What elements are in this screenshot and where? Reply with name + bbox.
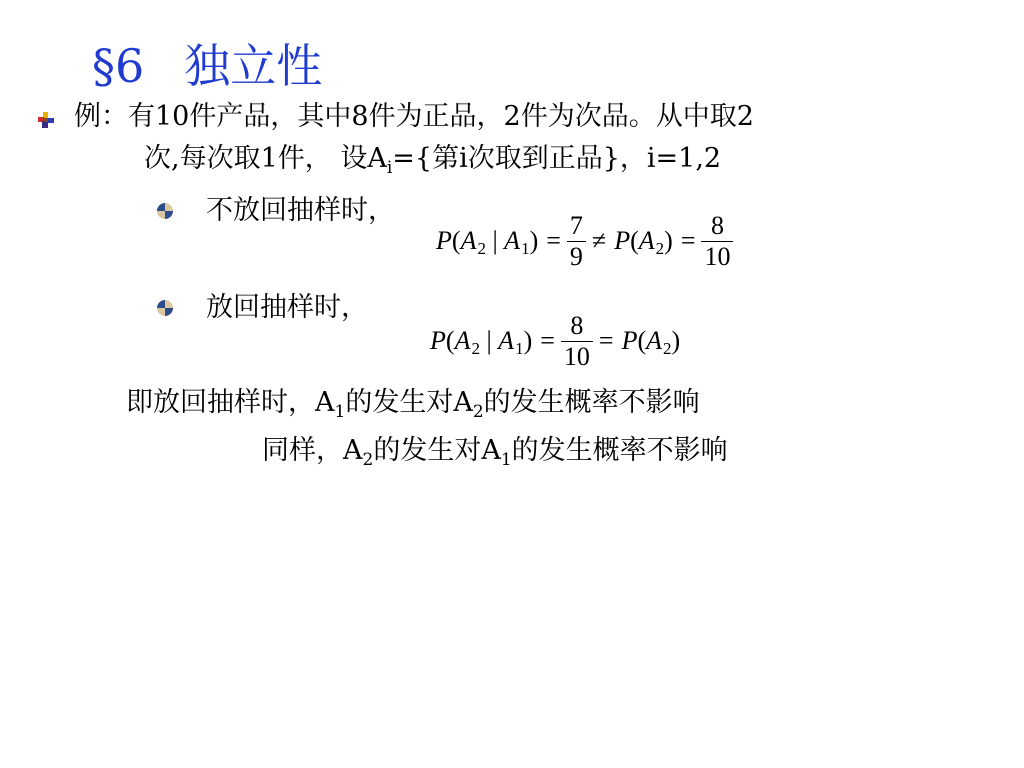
conclusion1-part-b: 的发生对A [345,387,473,418]
formula-without-replacement [436,206,739,276]
conclusion1-part-c: 的发生概率不影响 [483,387,700,418]
formula2-rhs-A2: A [646,326,663,355]
formula1-rhs-P: P [614,226,631,255]
multicolor-square-bullet-icon [38,112,54,128]
formula1-fraction-1 [567,211,586,272]
formula1-lhs-A1-sub: 1 [521,239,530,258]
case-with-replacement-label: 放回抽样时， [206,292,368,323]
formula1-eq1: = [546,226,561,255]
formula1-neq: ≠ [591,226,607,255]
formula2-frac-denominator: 10 [563,341,590,371]
example-line-2-part-b: ={第i次取到正品}，i=1,2 [392,143,722,174]
formula2-rhs-A2-sub: 2 [663,339,672,358]
formula1-fraction-2 [701,211,733,272]
conclusion2-part-a: 同样，A [262,435,363,466]
quartered-circle-bullet-icon [156,299,174,317]
formula2-lhs-P: P [430,326,446,355]
formula2-lhs-A2: A [454,326,471,355]
formula2-eq2: = [598,326,614,355]
formula1-eq2: = [680,226,696,255]
formula1-rhs-close: ) [664,226,673,255]
example-line-2-part-a: 次,每次取1件， 设A [144,143,387,174]
formula1-rhs-open: ( [630,226,639,255]
formula1-lhs-A2: A [460,226,477,255]
formula1-lhs-close: ) [529,226,539,255]
formula2-lhs-close: ) [523,326,533,355]
formula1-rhs-A2: A [638,226,655,255]
quartered-circle-bullet-icon [156,202,174,220]
conclusion-line-2 [262,432,728,470]
conclusion2-part-c: 的发生概率不影响 [511,435,728,466]
conclusion-line-1 [126,384,700,422]
case-without-replacement-label: 不放回抽样时， [206,195,395,226]
example-line-2-subscript: i [386,158,393,178]
section-mark: §6 [92,39,145,93]
formula2-rhs-open: ( [637,326,647,355]
formula2-eq1: = [540,326,555,355]
formula2-lhs-A1-sub: 1 [515,339,524,358]
formula-with-replacement [430,306,680,376]
example-line-2 [144,140,721,178]
formula2-lhs-open: ( [445,326,455,355]
title-text: 独立性 [184,39,323,93]
formula1-lhs-P: P [436,226,452,255]
formula1-lhs-open: ( [451,226,461,255]
conclusion2-sub-2: 1 [500,450,512,470]
slide-title [92,36,322,96]
conclusion2-sub-1: 2 [362,450,374,470]
formula1-rhs-A2-sub: 2 [655,239,665,258]
formula2-lhs-A1: A [498,326,515,355]
formula2-frac-numerator: 8 [570,310,584,340]
formula1-frac1-numerator: 7 [569,210,583,240]
conclusion1-part-a: 即放回抽样时，A [126,387,335,418]
formula1-frac2-numerator: 8 [710,210,724,240]
formula1-lhs-A2-sub: 2 [477,239,486,258]
formula1-lhs-A1: A [504,226,521,255]
conclusion1-sub-2: 2 [472,402,484,422]
example-line-1: 例：有10件产品，其中8件为正品，2件为次品。从中取2 [74,101,754,132]
formula2-lhs-A2-sub: 2 [471,339,480,358]
formula2-rhs-close: ) [671,326,681,355]
formula1-lhs-bar: | [485,226,505,255]
formula1-frac1-denominator: 9 [569,241,583,271]
formula2-rhs-P: P [621,326,638,355]
conclusion2-part-b: 的发生对A [373,435,501,466]
conclusion1-sub-1: 1 [334,402,346,422]
formula2-lhs-bar: | [479,326,499,355]
formula2-fraction [561,311,593,372]
formula1-frac2-denominator: 10 [704,241,731,271]
